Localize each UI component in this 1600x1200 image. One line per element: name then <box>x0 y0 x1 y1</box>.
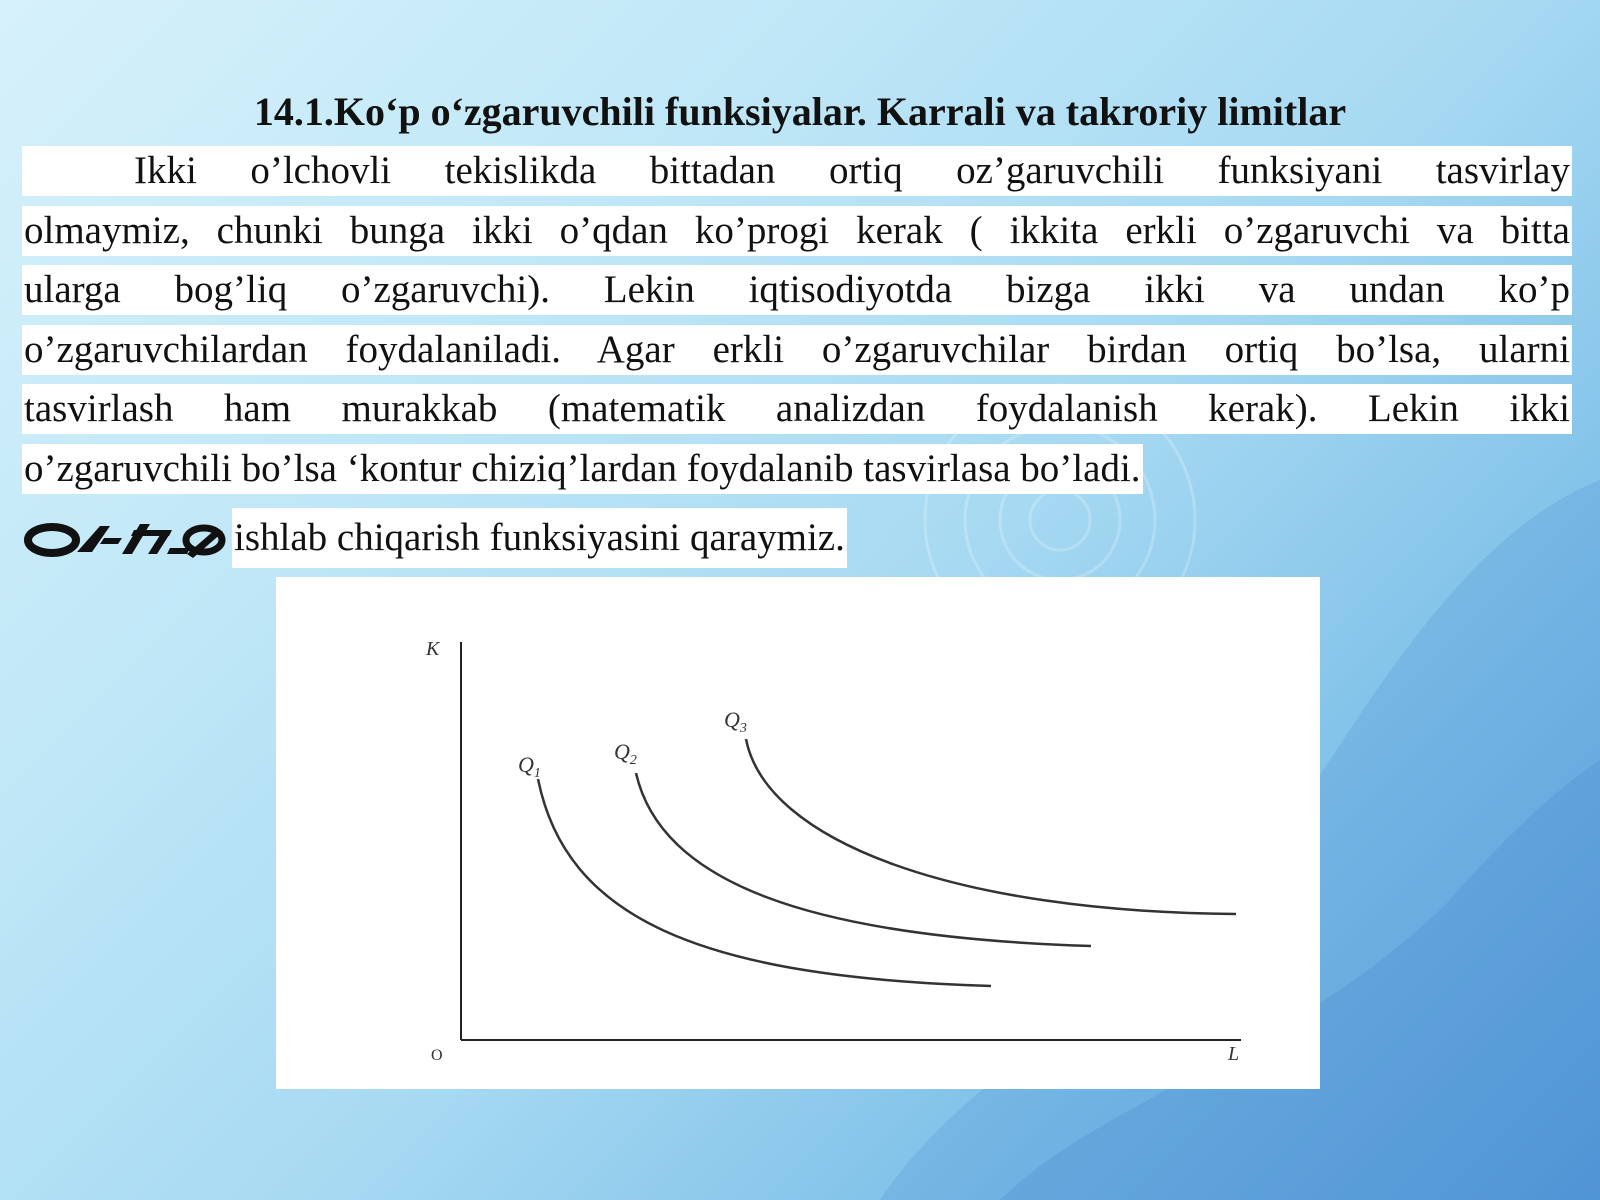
isoquant-curve-q2 <box>636 773 1091 946</box>
isoquant-curve-q3 <box>746 739 1236 914</box>
paragraph-line: Ikki o’lchovli tekislikda bittadan ortiq oz’garuvchili funksiyani tasvirlay <box>22 146 1572 196</box>
formula-row <box>22 506 847 570</box>
y-axis-label: K <box>426 638 440 660</box>
distorted-formula-icon <box>22 508 232 568</box>
paragraph-line: o’zgaruvchili bo’lsa ‘kontur chiziq’lardan foydalanib tasvirlasa bo’ladi. <box>22 444 1143 494</box>
paragraph-line: olmaymiz, chunki bunga ikki o’qdan ko’progi kerak ( ikkita erkli o’zgaruvchi va bitta <box>22 206 1572 256</box>
curve-label-q1: $Q_1$ <box>518 752 541 781</box>
curve-label-q3: $Q_3$ <box>724 707 747 736</box>
paragraph-line: ularga bog’liq o’zgaruvchi). Lekin iqtisodiyotda bizga ikki va undan ko’p <box>22 265 1572 315</box>
x-axis-label: L <box>1228 1043 1240 1065</box>
formula-caption: ishlab chiqarish funksiyasini qaraymiz. <box>232 508 847 568</box>
origin-label: O <box>431 1047 443 1064</box>
isoquant-chart-svg <box>276 577 1320 1089</box>
curve-label-q2: $Q_2$ <box>614 739 637 768</box>
paragraph-line: tasvirlash ham murakkab (matematik analizdan foydalanish kerak). Lekin ikki <box>22 384 1572 434</box>
isoquant-chart <box>276 577 1320 1089</box>
isoquant-curve-q1 <box>538 779 991 986</box>
paragraph-line: o’zgaruvchilardan foydalaniladi. Agar erkli o’zgaruvchilar birdan ortiq bo’lsa, ularni <box>22 325 1572 375</box>
paragraph <box>22 146 1572 504</box>
slide-title: 14.1.Ko‘p o‘zgaruvchili funksiyalar. Karrali va takroriy limitlar <box>253 89 1347 134</box>
